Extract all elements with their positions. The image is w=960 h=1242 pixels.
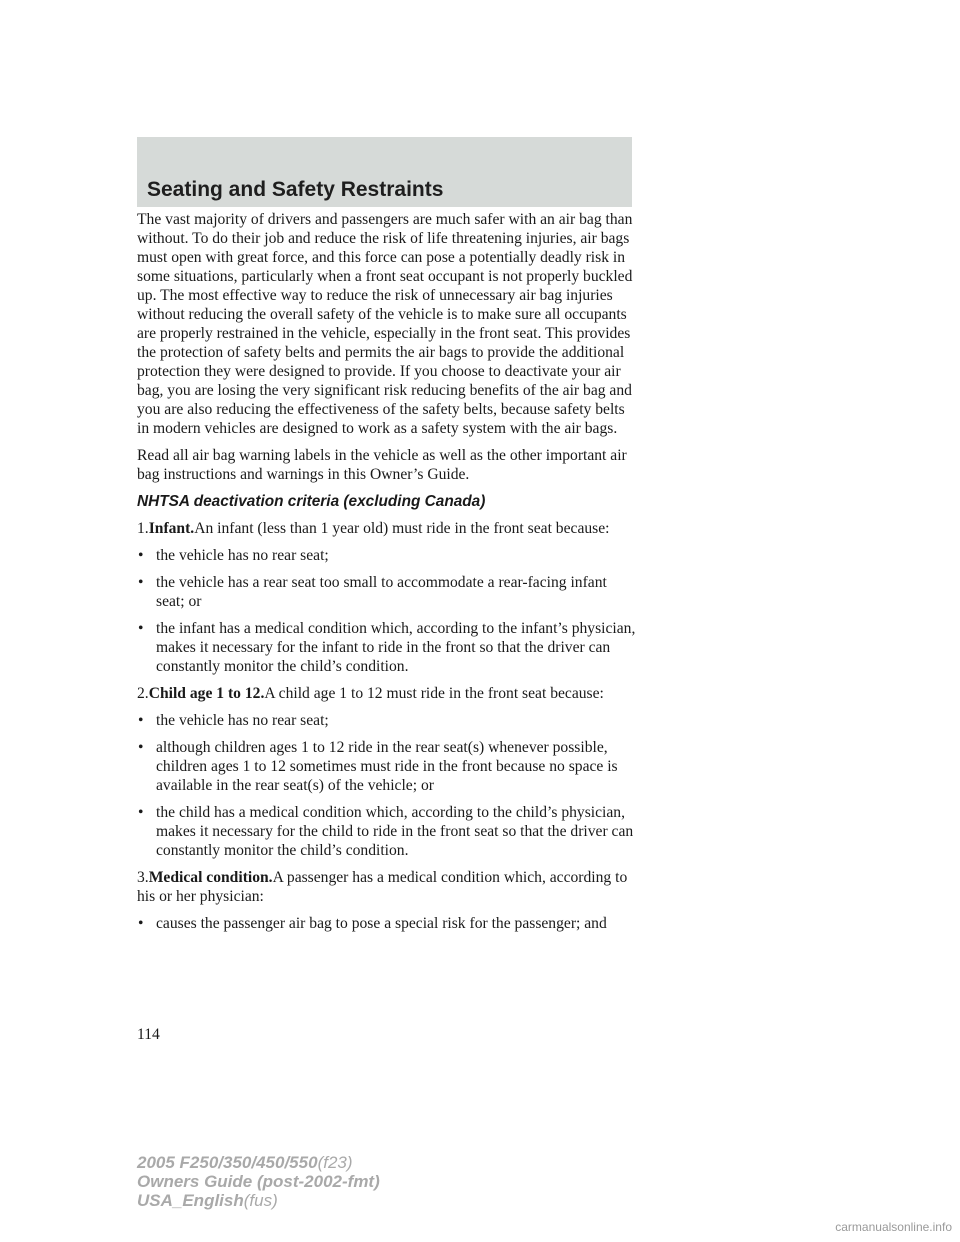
body-paragraph: Read all air bag warning labels in the vehicle as well as the other important air bag instructions and warnings in this Owner’s Guide. (137, 447, 627, 483)
item-title: Child age 1 to 12. (148, 685, 265, 702)
bullet-item: • the vehicle has a rear seat too small to accommodate a rear-facing infant seat; or (137, 573, 637, 611)
watermark: carmanualsonline.info (835, 1220, 952, 1234)
page-content (137, 210, 637, 941)
body-paragraph: The vast majority of drivers and passengers are much safer with an air bag than without. To do their job and reduce the risk of life threatening injuries, air bags must open with great force, and this force can pose a potentially deadly risk in some situations, particularly when a front seat occupant is not properly buckled up. The most effective way to reduce the risk of unnecessary air bag injuries without reducing the overall safety of the vehicle is to make sure all occupants are properly restrained in the vehicle, especially in the front seat. This provides the protection of safety belts and permits the air bags to provide the additional protection they were designed to provide. If you choose to deactivate your air bag, you are losing the very significant risk reducing benefits of the air bag and you are also reducing the effectiveness of the safety belts, because safety belts in modern vehicles are designed to work as a safety system with the air bags. (137, 211, 633, 437)
criteria-item-infant (137, 519, 637, 538)
document-footer (137, 1153, 380, 1210)
subheading: NHTSA deactivation criteria (excluding Canada) (137, 493, 486, 510)
criteria-item-child (137, 684, 637, 703)
item-number: 1. (137, 520, 149, 537)
item-text: A child age 1 to 12 must ride in the front seat because: (264, 685, 604, 702)
footer-language: USA_English (137, 1191, 244, 1210)
section-header (137, 137, 632, 207)
page-number: 114 (137, 1026, 160, 1043)
footer-model-code: (f23) (317, 1153, 353, 1172)
bullet-item: • the vehicle has no rear seat; (137, 546, 637, 565)
footer-language-code: (fus) (243, 1191, 278, 1210)
criteria-item-medical (137, 868, 637, 906)
footer-line-language (137, 1191, 380, 1210)
bullet-item: • causes the passenger air bag to pose a special risk for the passenger; and (137, 914, 637, 933)
item-number: 2. (137, 685, 149, 702)
footer-guide: Owners Guide (post-2002-fmt) (137, 1172, 380, 1191)
footer-line-guide (137, 1172, 380, 1191)
bullet-list (137, 914, 637, 933)
footer-line-model (137, 1153, 380, 1172)
item-title: Medical condition. (148, 869, 273, 886)
footer-model: 2005 F250/350/450/550 (137, 1153, 318, 1172)
bullet-item: • the vehicle has no rear seat; (137, 711, 637, 730)
section-title: Seating and Safety Restraints (147, 178, 444, 201)
item-number: 3. (137, 869, 149, 886)
item-text: A passenger has a medical condition which, according to his or her physician: (137, 869, 628, 905)
bullet-item: • the child has a medical condition which, according to the child’s physician, makes it necessary for the child to ride in the front seat so that the driver can constantly monitor the child’s condition. (137, 803, 637, 860)
bullet-list (137, 546, 637, 676)
bullet-list (137, 711, 637, 860)
item-title: Infant. (148, 520, 195, 537)
bullet-item: • the infant has a medical condition which, according to the infant’s physician, makes it necessary for the infant to ride in the front so that the driver can constantly monitor the child’s condition. (137, 619, 637, 676)
bullet-item: • although children ages 1 to 12 ride in the rear seat(s) whenever possible, children ages 1 to 12 sometimes must ride in the front because no space is available in the rear seat(s) of the vehicle; or (137, 738, 637, 795)
item-text: An infant (less than 1 year old) must ride in the front seat because: (194, 520, 610, 537)
